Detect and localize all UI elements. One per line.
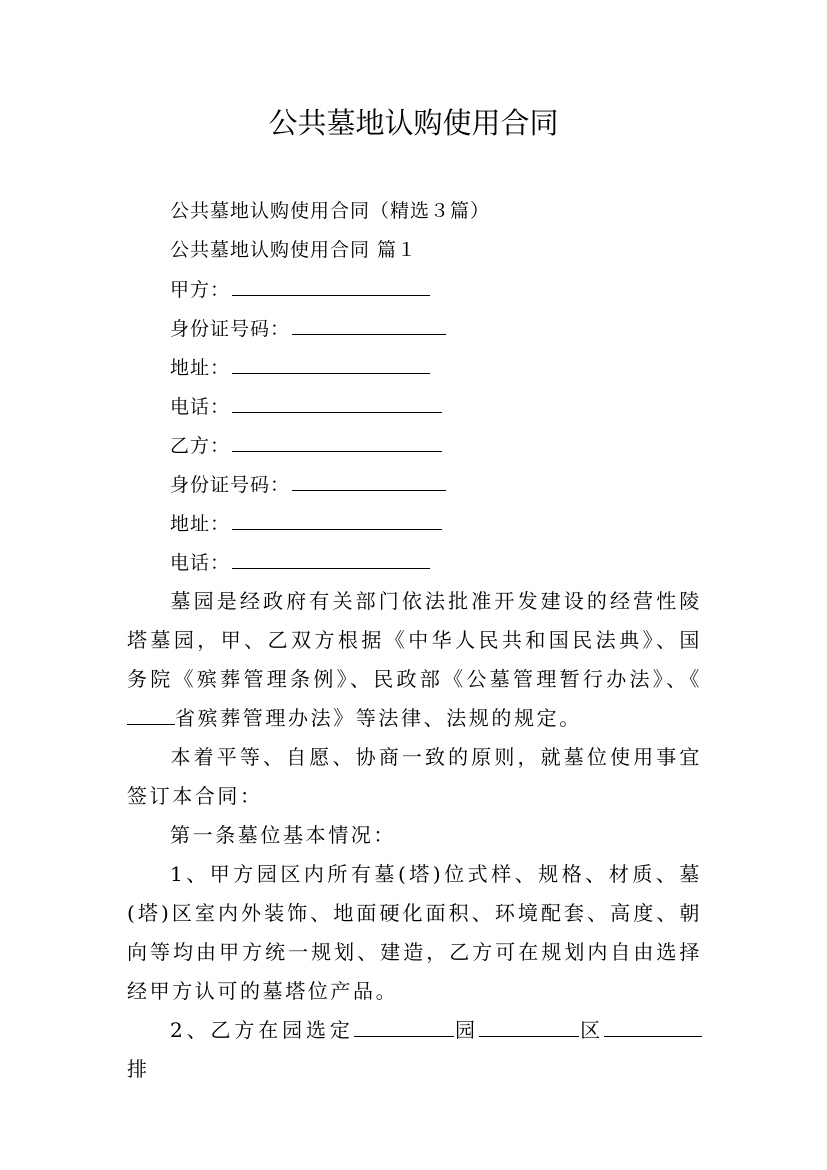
document-title: 公共墓地认购使用合同: [268, 106, 559, 140]
party-a-label: 甲方：: [170, 279, 231, 301]
clause-2-text-b: 园: [453, 1018, 479, 1042]
party-a-address-blank: [232, 353, 430, 374]
party-a-field: [170, 275, 430, 304]
paragraph-clause-1: [127, 855, 702, 1011]
area-blank: [479, 1014, 579, 1037]
section-heading: 公共墓地认购使用合同 篇１: [170, 239, 418, 261]
party-a-phone-label: 电话：: [170, 396, 231, 418]
document-subtitle: 公共墓地认购使用合同（精选３篇）: [170, 200, 491, 222]
party-b-id-blank: [292, 470, 446, 491]
province-blank: [127, 702, 175, 725]
party-a-blank: [232, 275, 430, 296]
party-b-phone-field: [170, 548, 430, 577]
article-one-heading-text: 第一条墓位基本情况：: [170, 823, 396, 847]
party-a-address-field: [170, 353, 430, 382]
party-b-address-label: 地址：: [170, 513, 231, 535]
party-b-address-blank: [232, 509, 442, 530]
party-b-field: [170, 431, 442, 460]
clause-2-text-c: 区: [578, 1018, 605, 1042]
party-b-label: 乙方：: [170, 435, 231, 457]
party-a-id-field: [170, 314, 446, 343]
garden-blank: [354, 1014, 454, 1037]
paragraph-legal-basis-text: 墓园是经政府有关部门依法批准开发建设的经营性陵塔墓园，甲、乙双方根据《中华人民共和国民法典》、国务院《殡葬管理条例》、民政部《公墓管理暂行办法》、《: [127, 589, 702, 691]
party-b-id-field: [170, 470, 446, 499]
clause-2-text-d: 排: [127, 1057, 150, 1081]
party-b-phone-label: 电话：: [170, 552, 231, 574]
party-a-phone-field: [170, 392, 442, 421]
paragraph-legal-basis: [127, 582, 702, 738]
paragraph-principle: [127, 738, 702, 816]
article-one-heading: [127, 816, 702, 855]
party-b-id-label: 身份证号码：: [170, 474, 291, 496]
paragraph-clause-1-text: 1、甲方园区内所有墓(塔)位式样、规格、材质、墓(塔)区室内外装饰、地面硬化面积、环境配套、高度、朝向等均由甲方统一规划、建造，乙方可在规划内自由选择经甲方认可的墓塔位产品。: [127, 862, 702, 1003]
paragraph-clause-2: [127, 1011, 702, 1089]
party-b-blank: [232, 431, 442, 452]
row-blank: [604, 1014, 702, 1037]
paragraph-legal-basis-text-end: 省殡葬管理办法》等法律、法规的规定。: [175, 706, 582, 730]
party-a-phone-blank: [232, 392, 442, 413]
party-a-address-label: 地址：: [170, 357, 231, 379]
party-a-id-label: 身份证号码：: [170, 318, 291, 340]
party-b-address-field: [170, 509, 442, 538]
clause-2-text-a: 2、乙方在园选定: [170, 1018, 354, 1042]
party-a-id-blank: [292, 314, 446, 335]
party-b-phone-blank: [232, 548, 430, 569]
paragraph-principle-text: 本着平等、自愿、协商一致的原则，就墓位使用事宜签订本合同：: [127, 745, 702, 808]
